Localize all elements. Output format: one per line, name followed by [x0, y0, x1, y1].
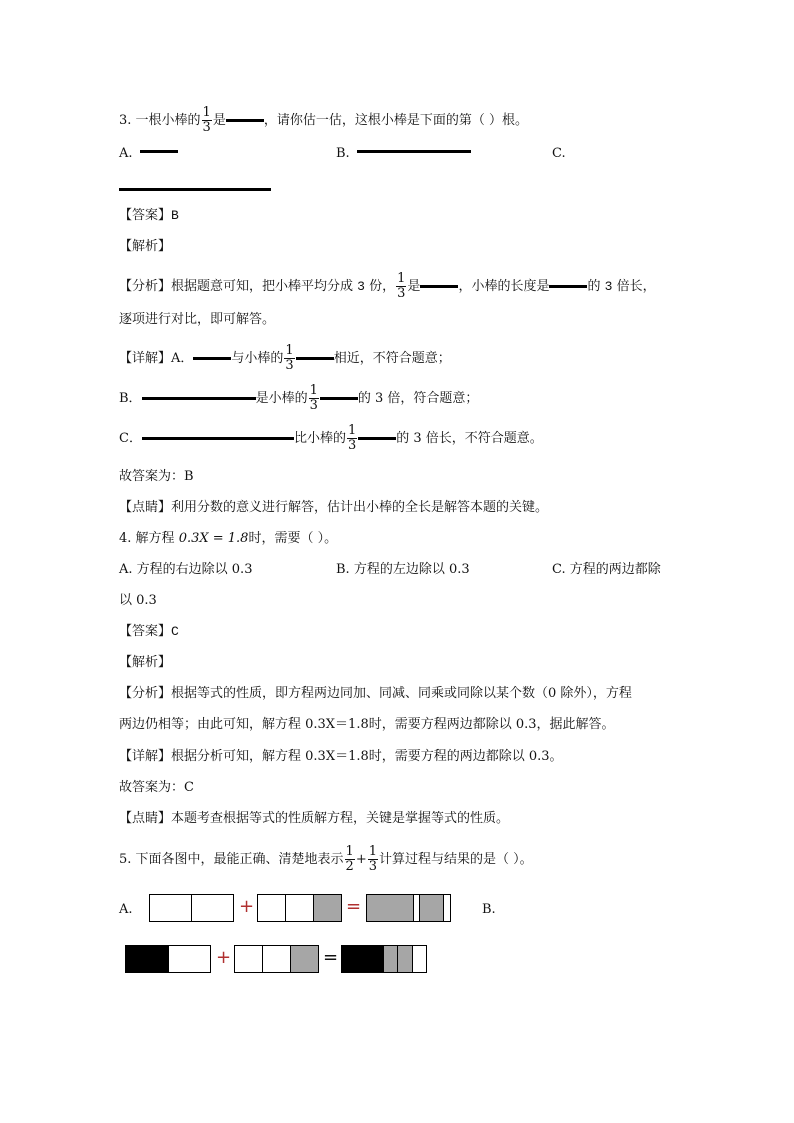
bar-cell — [192, 895, 233, 921]
q4-option-a: A. 方程的右边除以 0.3 — [119, 562, 253, 577]
result-bar-b — [341, 945, 427, 973]
bar-cell — [258, 895, 286, 921]
fraction-one-third: $\frac{1}{3}$ — [347, 423, 357, 453]
bar-cell-shaded — [367, 895, 414, 921]
q3-xiangjie-a: 【详解】A． 与小棒的 $\frac{1}{3}$ 相近，不符合题意； — [119, 343, 451, 373]
q3-stem: 3. 一根小棒的 $\frac{1}{3}$ 是 ，请你估一估，这根小棒是下面的第（ ）根。 — [119, 105, 528, 135]
q5-stem: 5. 下面各图中，最能正确、清楚地表示 $\frac{1}{2}$ + $\frac{1}{3}$ 计算过程与结果的是（ ）。 — [119, 844, 533, 874]
half-bar — [149, 894, 234, 922]
third-bar — [257, 894, 342, 922]
bar-cell — [263, 946, 291, 972]
q3-option-b: B. — [336, 146, 350, 161]
q4-option-b: B. 方程的左边除以 0.3 — [336, 562, 470, 577]
q4-answer: 【答案】C — [119, 624, 179, 639]
q4-xiangjie: 【详解】根据分析可知，解方程 0.3X＝1.8时，需要方程的两边都除以 0.3。 — [119, 749, 563, 764]
q3-analysis: 【解析】 — [119, 239, 172, 254]
q4-stem: 4. 解方程 0.3X = 1.8时，需要（ ）。 — [119, 531, 338, 546]
q4-fenxi-line2: 两边仍相等；由此可知，解方程 0.3X＝1.8时，需要方程两边都除以 0.3，据此解答。 — [119, 717, 615, 732]
plus-sign: + — [216, 947, 232, 968]
q4-fenxi-line1: 【分析】根据等式的性质，即方程两边同加、同减、同乘或同除以某个数（0 除外），方程 — [119, 686, 632, 701]
option-c-stick — [142, 437, 294, 440]
q3-answer: 【答案】B — [119, 208, 179, 223]
bar-cell — [235, 946, 263, 972]
bar-cell — [413, 946, 427, 972]
q3-dianjing: 【点睛】利用分数的意义进行解答，估计出小棒的全长是解答本题的关键。 — [119, 500, 549, 515]
q3-prefix: 3. 一根小棒的 — [119, 113, 201, 128]
q4-dianjing: 【点睛】本题考查根据等式的性质解方程，关键是掌握等式的性质。 — [119, 811, 510, 826]
bar-cell-shaded — [314, 895, 341, 921]
q4-final: 故答案为：C — [119, 780, 194, 795]
bar-cell-shaded — [291, 946, 318, 972]
equals-sign: = — [346, 896, 362, 917]
q3-final: 故答案为：B — [119, 469, 194, 484]
short-stick — [320, 397, 358, 400]
bar-cell-shaded — [398, 946, 413, 972]
short-stick — [420, 285, 458, 288]
fraction-one-half: $\frac{1}{2}$ — [345, 844, 354, 874]
bar-cell — [286, 895, 314, 921]
bar-cell-shaded — [420, 895, 444, 921]
option-b-stick — [142, 397, 256, 400]
option-c-stick — [119, 188, 271, 191]
fraction-one-third: $\frac{1}{3}$ — [285, 343, 294, 373]
option-b-stick — [357, 150, 471, 153]
equals-sign: = — [323, 947, 339, 968]
q3-option-c: C. — [552, 146, 566, 161]
q3-fenxi-line1: 【分析】根据题意可知，把小棒平均分成 3 份， $\frac{1}{3}$ 是 ，小棒的长度是 的 3 倍长， — [119, 271, 656, 301]
third-bar-b — [234, 945, 319, 973]
plus-sign: + — [239, 896, 255, 917]
q5-option-a: A. — [119, 902, 133, 917]
bar-cell-black — [342, 946, 384, 972]
bar-cell — [444, 895, 450, 921]
q3-fenxi-line2: 逐项进行对比，即可解答。 — [119, 312, 276, 327]
q3-xiangjie-b: B． 是小棒的 $\frac{1}{3}$ 的 3 倍，符合题意； — [119, 383, 479, 413]
fraction-one-third: $\frac{1}{3}$ — [368, 844, 378, 874]
option-a-stick — [193, 357, 231, 360]
short-stick — [549, 285, 587, 288]
q3-option-a: A. — [119, 146, 133, 161]
option-a-stick — [140, 150, 178, 153]
q4-option-c: C. 方程的两边都除 — [552, 562, 661, 577]
short-stick — [358, 437, 396, 440]
bar-cell — [169, 946, 211, 972]
q4-option-c-cont: 以 0.3 — [119, 593, 157, 608]
bar-cell — [150, 895, 192, 921]
fraction-one-third: $\frac{1}{3}$ — [202, 105, 211, 135]
result-bar — [366, 894, 451, 922]
bar-cell — [414, 895, 421, 921]
fraction-one-third: $\frac{1}{3}$ — [397, 271, 406, 301]
short-stick — [296, 357, 334, 360]
short-stick — [226, 119, 264, 122]
fraction-one-third: $\frac{1}{3}$ — [309, 383, 318, 413]
bar-cell-black — [126, 946, 169, 972]
q3-xiangjie-c: C． 比小棒的 $\frac{1}{3}$ 的 3 倍长，不符合题意。 — [119, 423, 543, 453]
q4-analysis: 【解析】 — [119, 655, 172, 670]
half-bar-b — [125, 945, 211, 973]
bar-cell-shaded — [384, 946, 399, 972]
q5-option-b: B. — [482, 902, 496, 917]
